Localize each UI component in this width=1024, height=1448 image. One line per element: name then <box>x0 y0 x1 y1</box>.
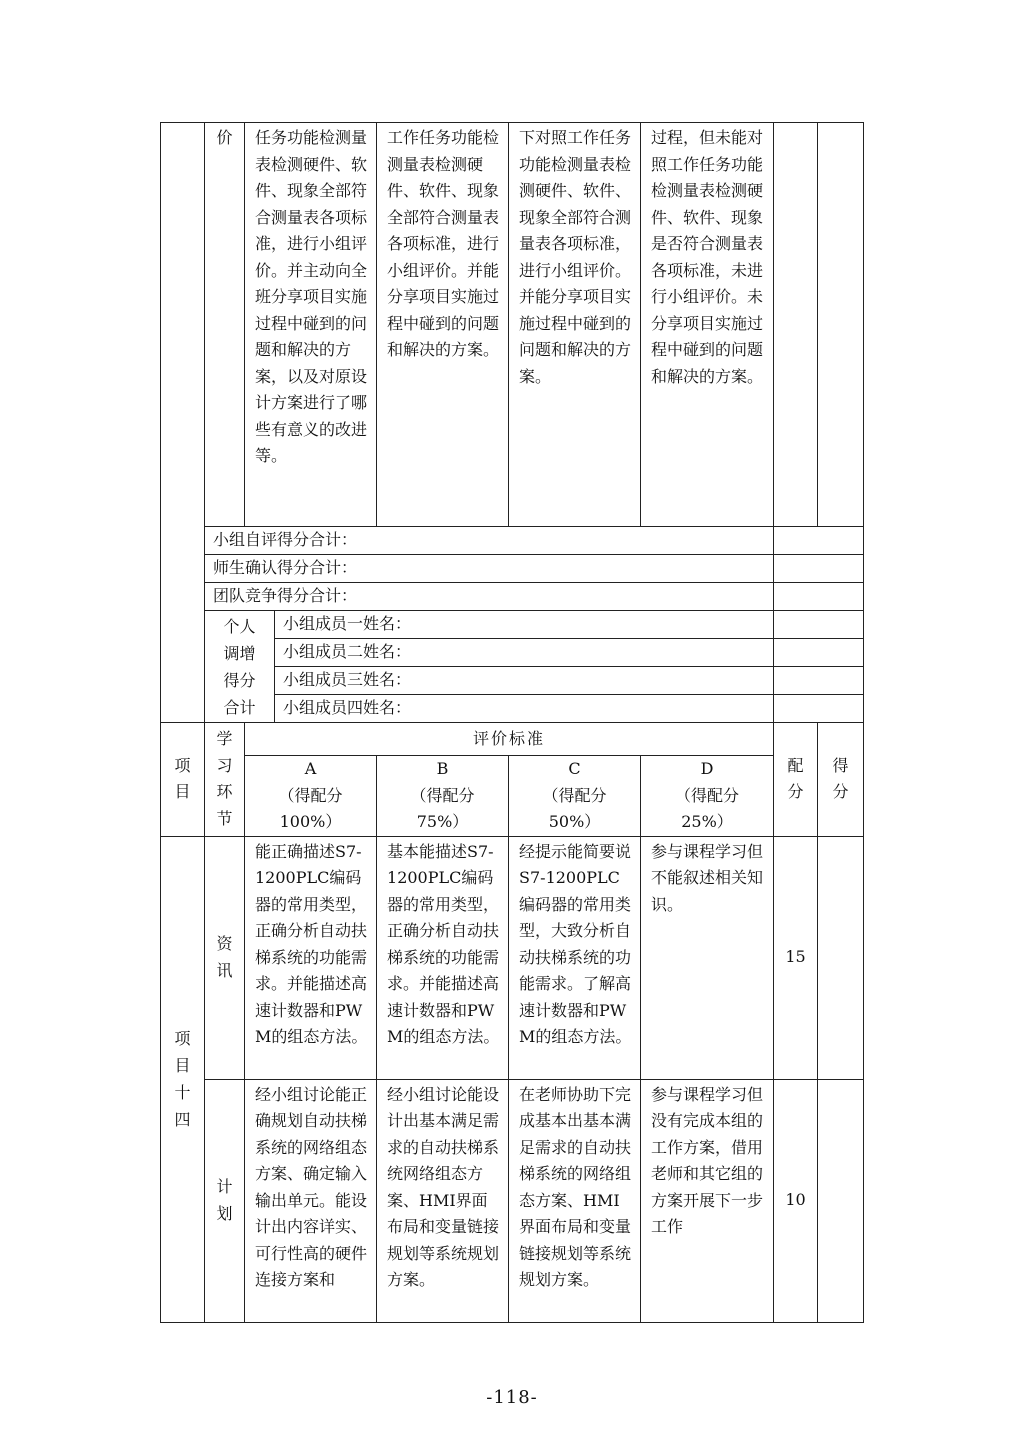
member-2-value <box>774 639 864 667</box>
score-cell <box>818 836 864 1079</box>
criteria-a-cell: 能正确描述S7-1200PLC编码器的常用类型，正确分析自动扶梯系统的功能需求。并能描述高速计数器和PWM的组态方法。 <box>245 836 377 1079</box>
criteria-b-cell: 工作任务功能检测量表检测硬件、软件、现象全部符合测量表各项标准，进行小组评价。并能分享项目实施过程中碰到的问题和解决的方案。 <box>377 123 509 527</box>
stage-cell: 价 <box>205 123 245 527</box>
criteria-a-cell: 经小组讨论能正确规划自动扶梯系统的网络组态方案、确定输入输出单元。能设计出内容详实、可行性高的硬件连接方案和 <box>245 1079 377 1322</box>
team-competition-score-label: 团队竞争得分合计： <box>205 583 774 611</box>
criteria-d-cell: 参与课程学习但不能叙述相关知识。 <box>641 836 774 1079</box>
member-3-label: 小组成员三姓名： <box>275 667 774 695</box>
member-1-label: 小组成员一姓名： <box>275 611 774 639</box>
project-name-cell: 项 目 十 四 <box>161 836 205 1322</box>
team-competition-score-value <box>774 583 864 611</box>
project-cell-continued <box>161 123 205 723</box>
header-score: 得 分 <box>818 723 864 837</box>
criteria-c-cell: 下对照工作任务功能检测量表检测硬件、软件、现象全部符合测量表各项标准，进行小组评价。并能分享项目实施过程中碰到的问题和解决的方案。 <box>509 123 641 527</box>
header-stage: 学 习 环 节 <box>205 723 245 837</box>
member-4-label: 小组成员四姓名： <box>275 695 774 723</box>
score-cell <box>818 1079 864 1322</box>
evaluation-table <box>160 122 864 1323</box>
table-row <box>161 1079 864 1322</box>
header-row <box>161 723 864 756</box>
member-1-value <box>774 611 864 639</box>
table-row <box>161 555 864 583</box>
criteria-b-cell: 基本能描述S7-1200PLC编码器的常用类型，正确分析自动扶梯系统的功能需求。并能描述高速计数器和PWM的组态方法。 <box>377 836 509 1079</box>
criteria-c-cell: 经提示能简要说S7-1200PLC编码器的常用类型，大致分析自动扶梯系统的功能需求。了解高速计数器和PWM的组态方法。 <box>509 836 641 1079</box>
criteria-d-cell: 过程，但未能对照工作任务功能检测量表检测硬件、软件、现象是否符合测量表各项标准，未进行小组评价。未分享项目实施过程中碰到的问题和解决的方案。 <box>641 123 774 527</box>
member-4-value <box>774 695 864 723</box>
header-grade-c: C （得配分 50%） <box>509 756 641 837</box>
header-grade-d: D （得配分 25%） <box>641 756 774 837</box>
table-row <box>161 611 864 639</box>
group-self-score-value <box>774 527 864 555</box>
points-cell: 10 <box>774 1079 818 1322</box>
points-cell: 15 <box>774 836 818 1079</box>
header-grade-a: A （得配分 100%） <box>245 756 377 837</box>
table-row <box>161 123 864 527</box>
teacher-confirm-score-value <box>774 555 864 583</box>
member-3-value <box>774 667 864 695</box>
criteria-c-cell: 在老师协助下完成基本出基本满足需求的自动扶梯系统的网络组态方案、HMI界面布局和变量链接规划等系统规划方案。 <box>509 1079 641 1322</box>
header-points: 配 分 <box>774 723 818 837</box>
stage-cell: 计 划 <box>205 1079 245 1322</box>
header-project: 项 目 <box>161 723 205 837</box>
header-row <box>161 756 864 837</box>
teacher-confirm-score-label: 师生确认得分合计： <box>205 555 774 583</box>
stage-cell: 资 讯 <box>205 836 245 1079</box>
table-row <box>161 836 864 1079</box>
criteria-d-cell: 参与课程学习但没有完成本组的工作方案，借用老师和其它组的方案开展下一步工作 <box>641 1079 774 1322</box>
points-cell <box>774 123 818 527</box>
header-criteria-title: 评价标准 <box>245 723 774 756</box>
individual-adjust-label: 个人 调增 得分 合计 <box>205 611 275 723</box>
page-number: -118- <box>486 1387 538 1408</box>
criteria-a-cell: 任务功能检测量表检测硬件、软件、现象全部符合测量表各项标准，进行小组评价。并主动向全班分享项目实施过程中碰到的问题和解决的方案，以及对原设计方案进行了哪些有意义的改进等。 <box>245 123 377 527</box>
member-2-label: 小组成员二姓名： <box>275 639 774 667</box>
group-self-score-label: 小组自评得分合计： <box>205 527 774 555</box>
score-cell <box>818 123 864 527</box>
table-row <box>161 583 864 611</box>
table-row <box>161 527 864 555</box>
header-grade-b: B （得配分 75%） <box>377 756 509 837</box>
criteria-b-cell: 经小组讨论能设计出基本满足需求的自动扶梯系统网络组态方案、HMI界面布局和变量链接规划等系统规划方案。 <box>377 1079 509 1322</box>
